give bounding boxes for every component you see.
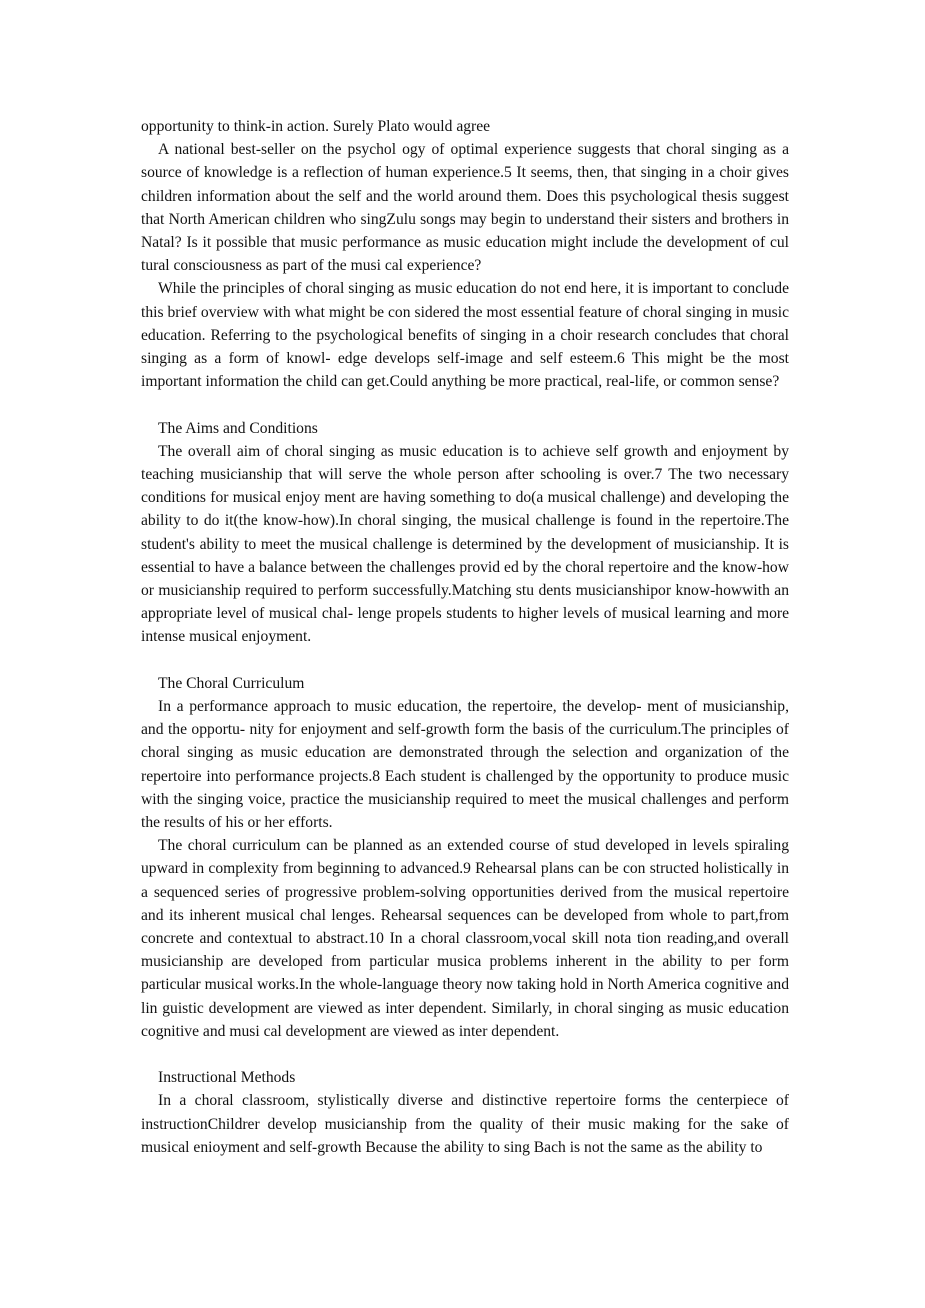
section-spacer [141,393,789,416]
document-page [141,115,789,1159]
paragraph-methods: In a choral classroom, stylistically diverse and distinctive repertoire forms the centerpiece of instructionChildrer develop musicianship from the quality of their music making for the sake of musical enioyment and self-growth Because the ability to sing Bach is not the same as the ability to [141,1092,789,1156]
paragraph-psychological-benefits: While the principles of choral singing as music education do not end here, it is important to conclude this brief overview with what might be con sidered the most essential feature of choral singing in music education. Referring to the psychological benefits of singing in a choir research concludes that choral singing as a form of knowl- edge develops self-image and self esteem.6 This might be the most important information the child can get.Could anything be more practical, real-life, or common sense? [141,280,789,391]
section-heading-methods: Instructional Methods [158,1069,296,1087]
paragraph-curriculum-basis: In a performance approach to music education, the repertoire, the develop- ment of musicianship, and the opportu- nity for enjoyment and self-growth form the basis of the curriculum.The principles of choral singing as music education are demonstrated through the selection and organization of the repertoire into performance projects.8 Each student is challenged by the opportunity to produce music with the singing voice, practice the musicianship required to meet the musical challenges and perform the results of his or her efforts. [141,698,789,832]
paragraph-optimal-experience: A national best-seller on the psychol ogy of optimal experience suggests that choral singing as a source of knowledge is a reflection of human experience.5 It seems, then, that singing in a choir gives children information about the self and the world around them. Does this psychological thesis suggest that North American children who singZulu songs may begin to understand their sisters and brothers in Natal? Is it possible that music performance as music education might include the development of cul tural consciousness as part of the musi cal experience? [141,141,789,275]
paragraph-aims: The overall aim of choral singing as music education is to achieve self growth and enjoyment by teaching musicianship that will serve the whole person after schooling is over.7 The two necessary conditions for musical enjoy ment are having something to do(a musical challenge) and developing the ability to do it(the know-how).In choral singing, the musical challenge is found in the repertoire.The student's ability to meet the musical challenge is determined by the development of musicianship. It is essential to have a balance between the challenges provid ed by the choral repertoire and the know-how or musicianship required to perform successfully.Matching stu dents musicianshipor know-howwith an appropriate level of musical chal- lenge propels students to higher levels of musical learning and more intense musical enjoyment. [141,442,789,646]
section-spacer [141,649,789,672]
paragraph-curriculum-planning: The choral curriculum can be planned as an extended course of stud developed in levels spiraling upward in complexity from beginning to advanced.9 Rehearsal plans can be con structed holistically in a sequenced series of progressive problem-solving opportunities derived from the musical repertoire and its inherent musical chal lenges. Rehearsal sequences can be developed from whole to part,from concrete and contextual to abstract.10 In a choral classroom,vocal skill nota tion reading,and overall musicianship are developed from particular musica problems inherent in the ability to per form particular musical works.In the whole-language theory now taking hold in North America cognitive and lin guistic development are viewed as inter dependent. Similarly, in choral singing as music education cognitive and musi cal development are viewed as inter dependent. [141,837,789,1040]
section-heading-aims: The Aims and Conditions [158,419,318,437]
section-heading-curriculum: The Choral Curriculum [158,674,305,692]
opening-line: opportunity to think-in action. Surely Plato would agree [141,118,491,135]
section-spacer [141,1043,789,1066]
